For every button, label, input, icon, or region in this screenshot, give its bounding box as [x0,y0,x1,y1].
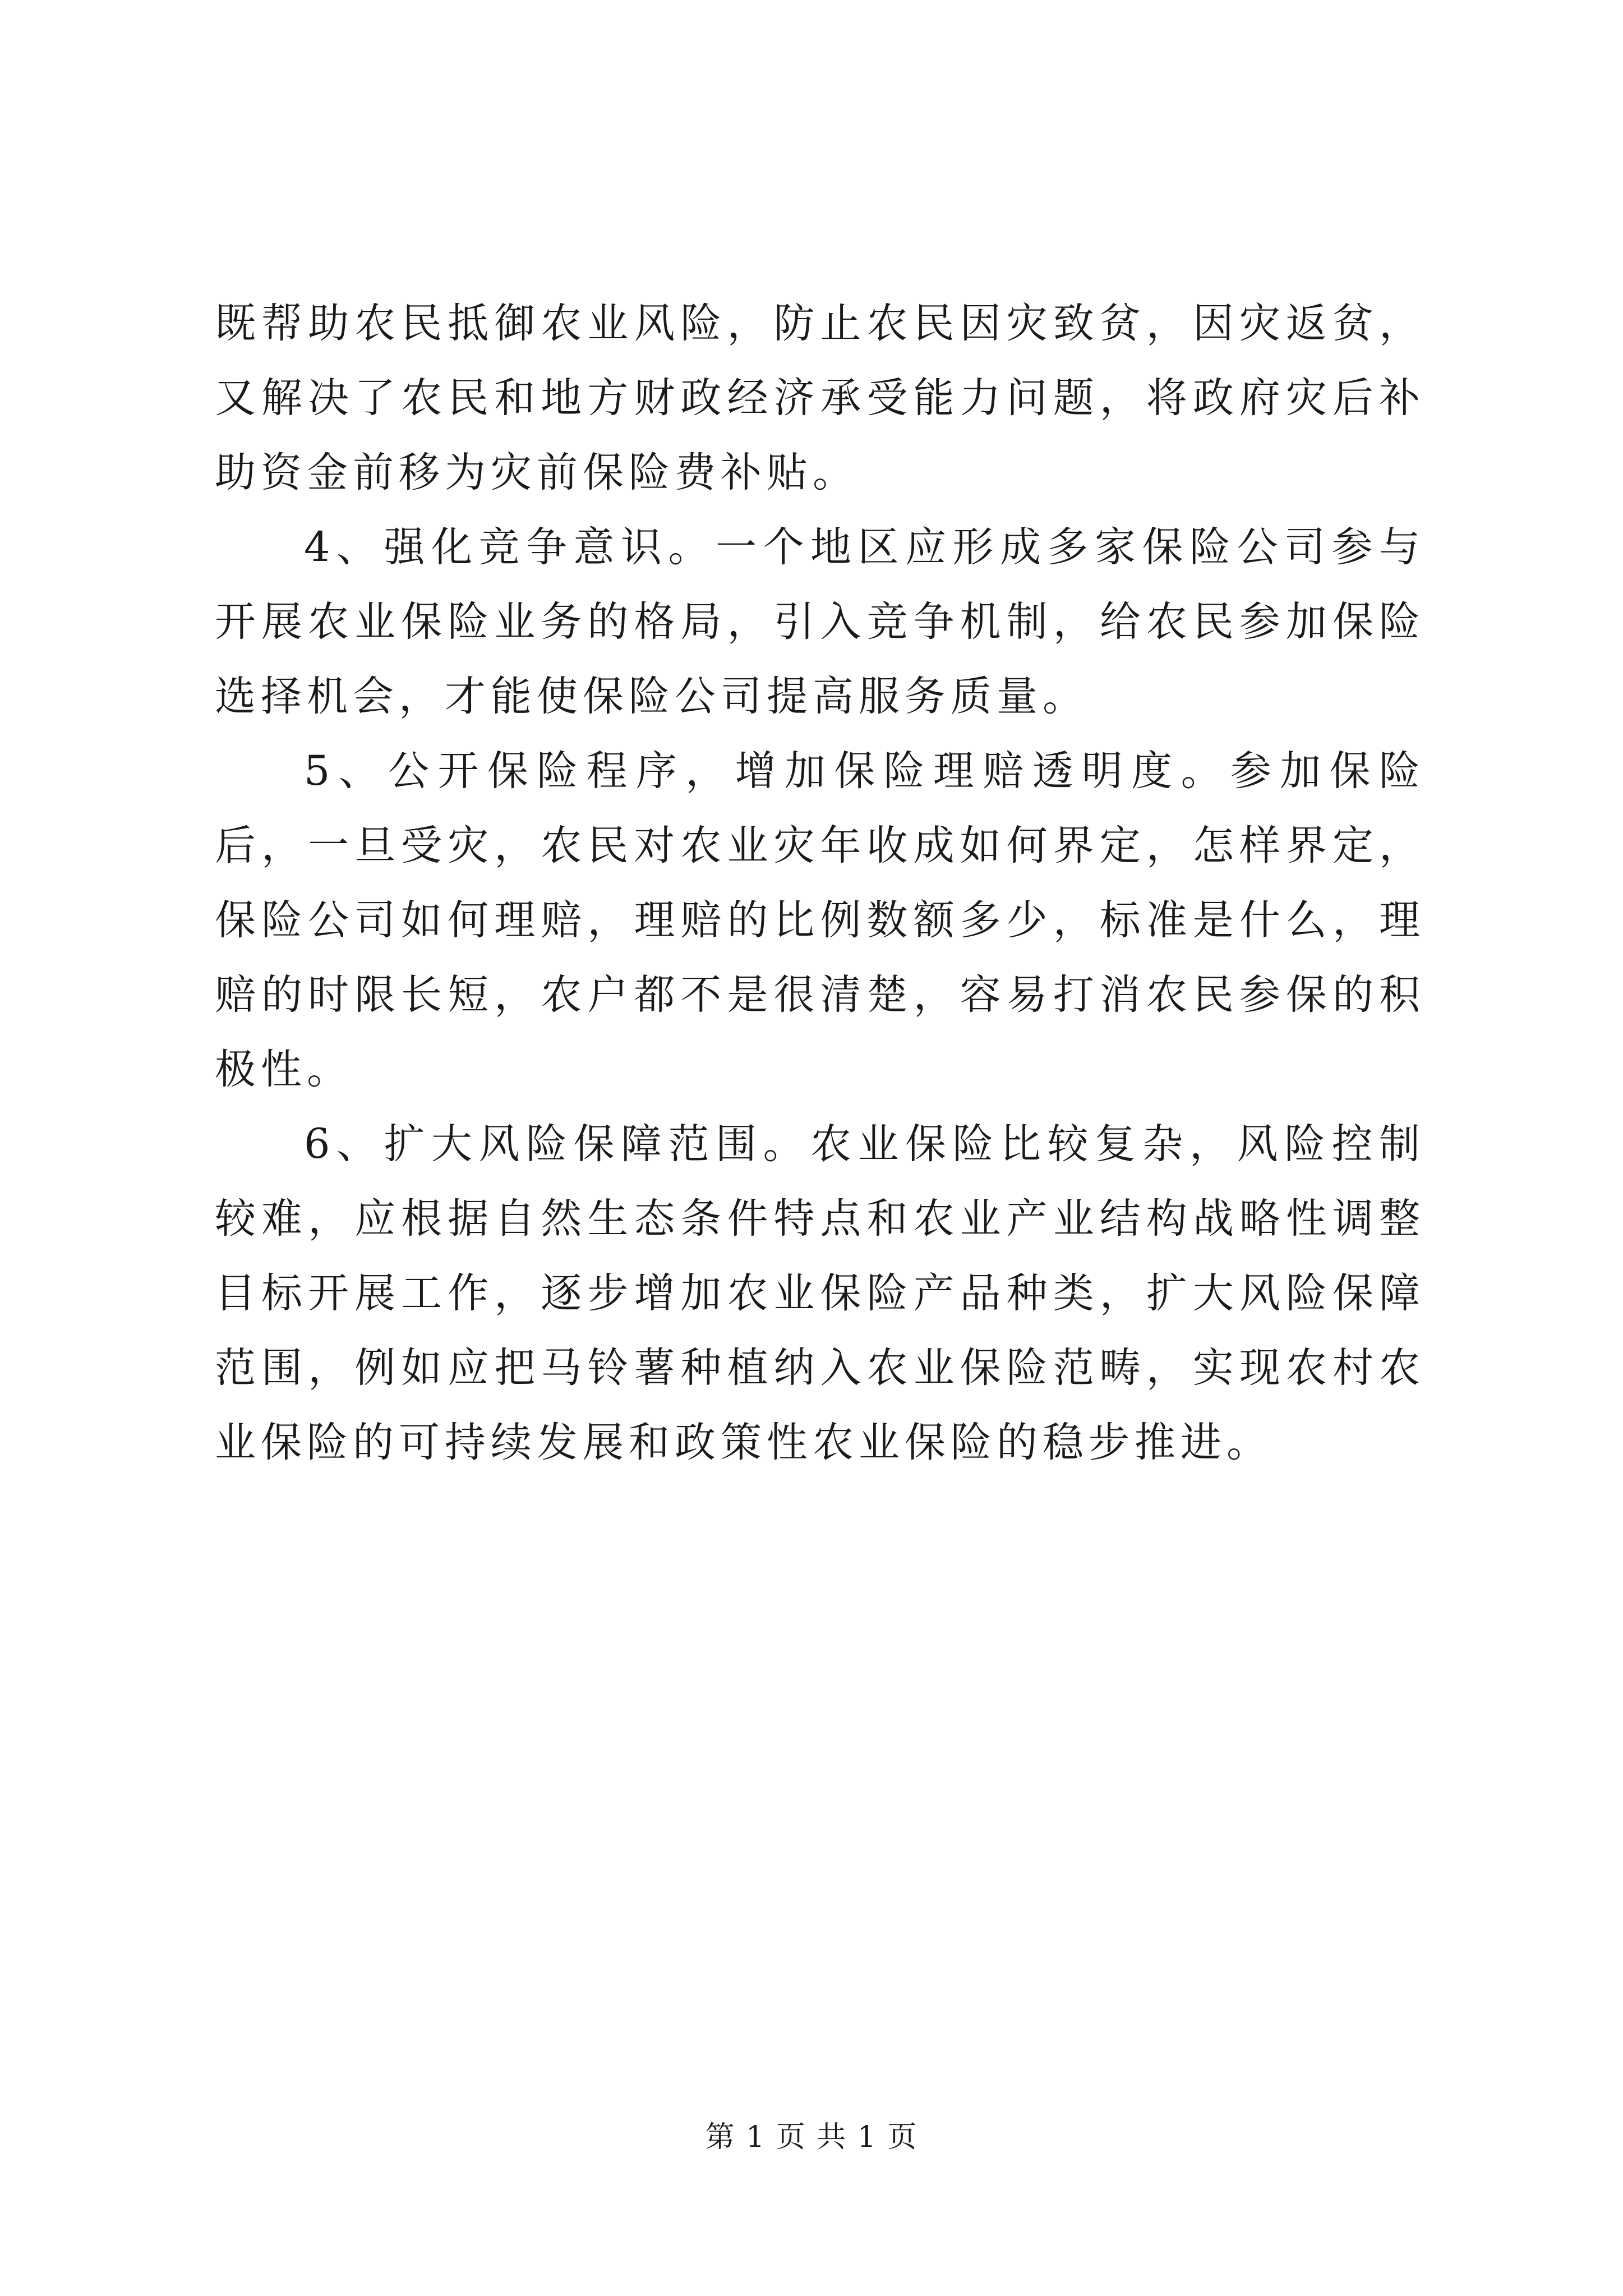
paragraph-3: 5、公开保险程序，增加保险理赔透明度。参加保险后，一旦受灾，农民对农业灾年收成如何界定，怎样界定，保险公司如何理赔，理赔的比例数额多少，标准是什么，理赔的时限长短，农户都不是很清楚，容易打消农民参保的积极性。 [215,747,1425,1093]
page-footer [0,2118,1623,2157]
paragraph-2: 4、强化竞争意识。一个地区应形成多家保险公司参与开展农业保险业务的格局，引入竞争机制，给农民参加保险选择机会，才能使保险公司提高服务质量。 [215,523,1425,720]
paragraph-1: 既帮助农民抵御农业风险，防止农民因灾致贫，因灾返贫，又解决了农民和地方财政经济承受能力问题，将政府灾后补助资金前移为灾前保险费补贴。 [215,300,1425,496]
page-number-label: 第 1 页 共 1 页 [705,2120,918,2154]
document-body [215,286,1425,1480]
paragraph-4: 6、扩大风险保障范围。农业保险比较复杂，风险控制较难，应根据自然生态条件特点和农业产业结构战略性调整目标开展工作，逐步增加农业保险产品种类，扩大风险保障范围，例如应把马铃薯种植纳入农业保险范畴，实现农村农业保险的可持续发展和政策性农业保险的稳步推进。 [215,1120,1425,1466]
